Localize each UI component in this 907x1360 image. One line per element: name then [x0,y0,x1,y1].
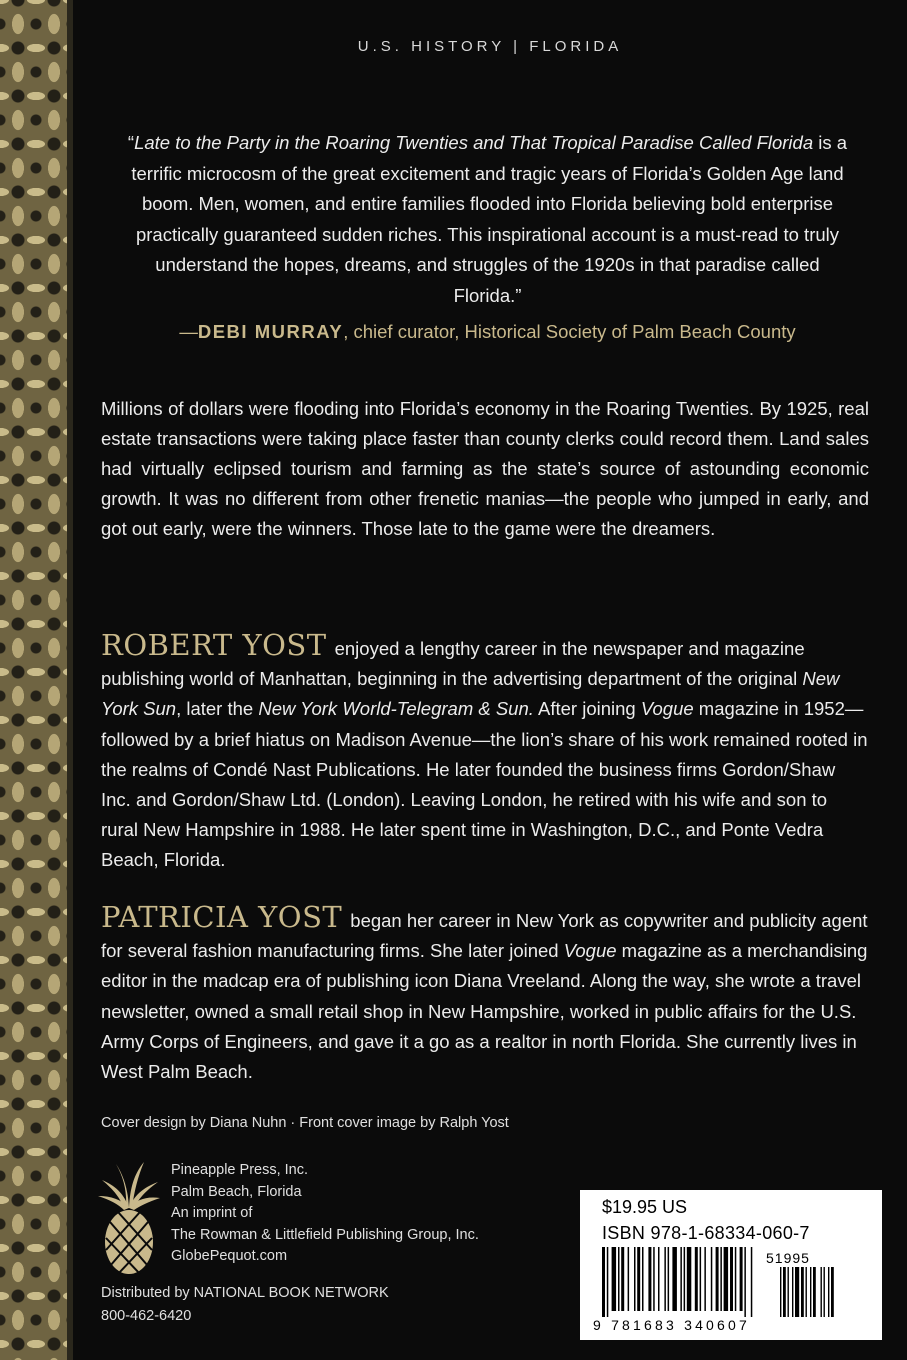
bio-italic-title: New York World-Telegram & Sun. [258,698,534,720]
bio-text: magazine as a merchandising editor in the madcap era of publishing icon Diana Vreeland. Along the way, she wrote a travel newsletter, owned a small retail shop in New Hampshire, worked in public affairs for the U.S. Army Corps of Engineers, and gave it a go as a realtor in north Florida. She currently lives in West Palm Beach. [101,940,868,1083]
barcode-addon-bar [795,1267,799,1317]
barcode-bar [711,1247,713,1311]
barcode-bar [668,1247,670,1311]
barcode-bar [664,1247,666,1311]
barcode-box [580,1190,882,1340]
quote-attribution [100,321,875,343]
distributor-phone: 800-462-6420 [101,1308,192,1324]
quote-open-mark: “ [127,132,135,153]
barcode-addon-bar [788,1267,789,1317]
barcode-addon-bar [810,1267,811,1317]
barcode-bar [720,1247,722,1311]
author-bio-robert [101,630,869,876]
publisher-info [171,1160,479,1268]
publisher-website: GlobePequot.com [171,1248,288,1264]
barcode-bar [740,1247,743,1311]
barcode-addon-bar [780,1267,781,1317]
barcode-digits: 9 781683 340607 [593,1317,750,1333]
bio-italic-title: Vogue [640,698,694,720]
barcode-bar [730,1247,733,1311]
price-label: $19.95 US [602,1197,688,1217]
barcode-addon-bar [824,1267,825,1317]
bio-text: After joining [533,698,641,720]
isbn-label: ISBN 978-1-68334-060-7 [602,1223,810,1243]
barcode-bar [704,1247,706,1311]
attribution-name: DEBI MURRAY [197,321,344,342]
barcode-bar [724,1247,729,1311]
barcode-bar [684,1247,686,1311]
bio-text: magazine in 1952—followed by a brief hiatus on Madison Avenue—the lion’s share of his work remained rooted in the realms of Condé Nast Publications. He later founded the business firms Gordon/Shaw Inc. and Gordon/Shaw Ltd. (London). Leaving London, he retired with his wife and son to rural New Hampshire in 1988. He later spent time in Washington, D.C., and Ponte Vedra Beach, Florida. [101,698,868,871]
bio-italic-title: Vogue [563,940,617,962]
barcode-bar [612,1247,617,1311]
barcode-bar [621,1247,624,1311]
barcode-bar [687,1247,692,1311]
barcode-addon-bar [783,1267,786,1317]
category-label: U.S. HISTORY | FLORIDA [357,38,623,55]
attribution-dash: — [179,321,198,342]
barcode-bar [653,1247,655,1311]
quote-book-title: Late to the Party in the Roaring Twenties and That Tropical Paradise Called Florida [134,132,814,153]
barcode-bar [744,1247,746,1317]
barcode-bar [628,1247,630,1311]
book-summary: Millions of dollars were flooding into Florida’s economy in the Roaring Twenties. By 1925, real estate transactions were taking place faster than county clerks could record them. Land sales had virtually eclipsed tourism and farming as the state’s source of astounding economic growth. It was no different from other frenetic manias—the people who jumped in early, and got out early, were the winners. Those late to the game were the dreamers. [101,398,869,539]
barcode-bar [602,1247,605,1317]
barcode-addon-bar [801,1267,804,1317]
barcode-addon-bar [831,1267,834,1317]
cover-credits: Cover design by Diana Nuhn · Front cover image by Ralph Yost [101,1115,509,1131]
barcode-addon-bar [828,1267,829,1317]
barcode-bar [658,1247,660,1311]
barcode-bar [618,1247,620,1311]
barcode-bar [634,1247,636,1311]
barcode-bar [680,1247,682,1311]
barcode-bar [637,1247,640,1311]
author-name-patricia: PATRICIA YOST [101,900,343,934]
barcode-addon-bar [792,1267,793,1317]
attribution-title: , chief curator, Historical Society of Palm Beach County [343,321,796,342]
bio-text: enjoyed a lengthy career in the newspaper and magazine publishing world of Manhattan, beginning in the advertising department of the original [101,638,805,690]
barcode-bar [716,1247,719,1311]
barcode-bar [695,1247,698,1311]
barcode-addon-bar [813,1267,816,1317]
barcode-bar [735,1247,737,1311]
barcode-addon-bar [806,1267,807,1317]
bio-text: began her career in New York as copywriter and publicity agent for several fashion manufacturing firms. She later joined [101,910,868,962]
barcode-addon-bar [821,1267,822,1317]
author-bio-patricia [101,902,869,1087]
barcode-bar [751,1247,753,1317]
bio-italic-title: New York Sun [101,668,840,720]
publisher-line: An imprint of [171,1205,253,1221]
barcode-bar [642,1247,644,1311]
quote-text: is a terrific microcosm of the great excitement and tragic years of Florida’s Golden Age land boom. Men, women, and entire families flooded into Florida believing bold enterprise practically guaranteed sudden riches. This inspirational account is a must-read to truly understand the hopes, dreams, and struggles of the 1920s in that paradise called Florida.” [131,132,848,306]
price-code: 51995 [766,1250,810,1266]
barcode-bar [700,1247,702,1311]
author-name-robert: ROBERT YOST [101,628,327,662]
barcode-bar [672,1247,677,1311]
publisher-line: Pineapple Press, Inc. [171,1162,309,1178]
distributor-line: Distributed by NATIONAL BOOK NETWORK [101,1285,389,1301]
publisher-line: Palm Beach, Florida [171,1183,302,1200]
barcode-bars [594,1247,874,1319]
publisher-line: The Rowman & Littlefield Publishing Group, Inc. [171,1226,479,1243]
barcode-bar [648,1247,651,1311]
distribution-info [101,1282,389,1328]
bio-text: , later the [176,698,259,720]
endorsement-quote [120,128,855,311]
barcode-bar [607,1247,609,1317]
damask-ornament-strip [0,0,73,1360]
pineapple-icon [96,1160,162,1276]
